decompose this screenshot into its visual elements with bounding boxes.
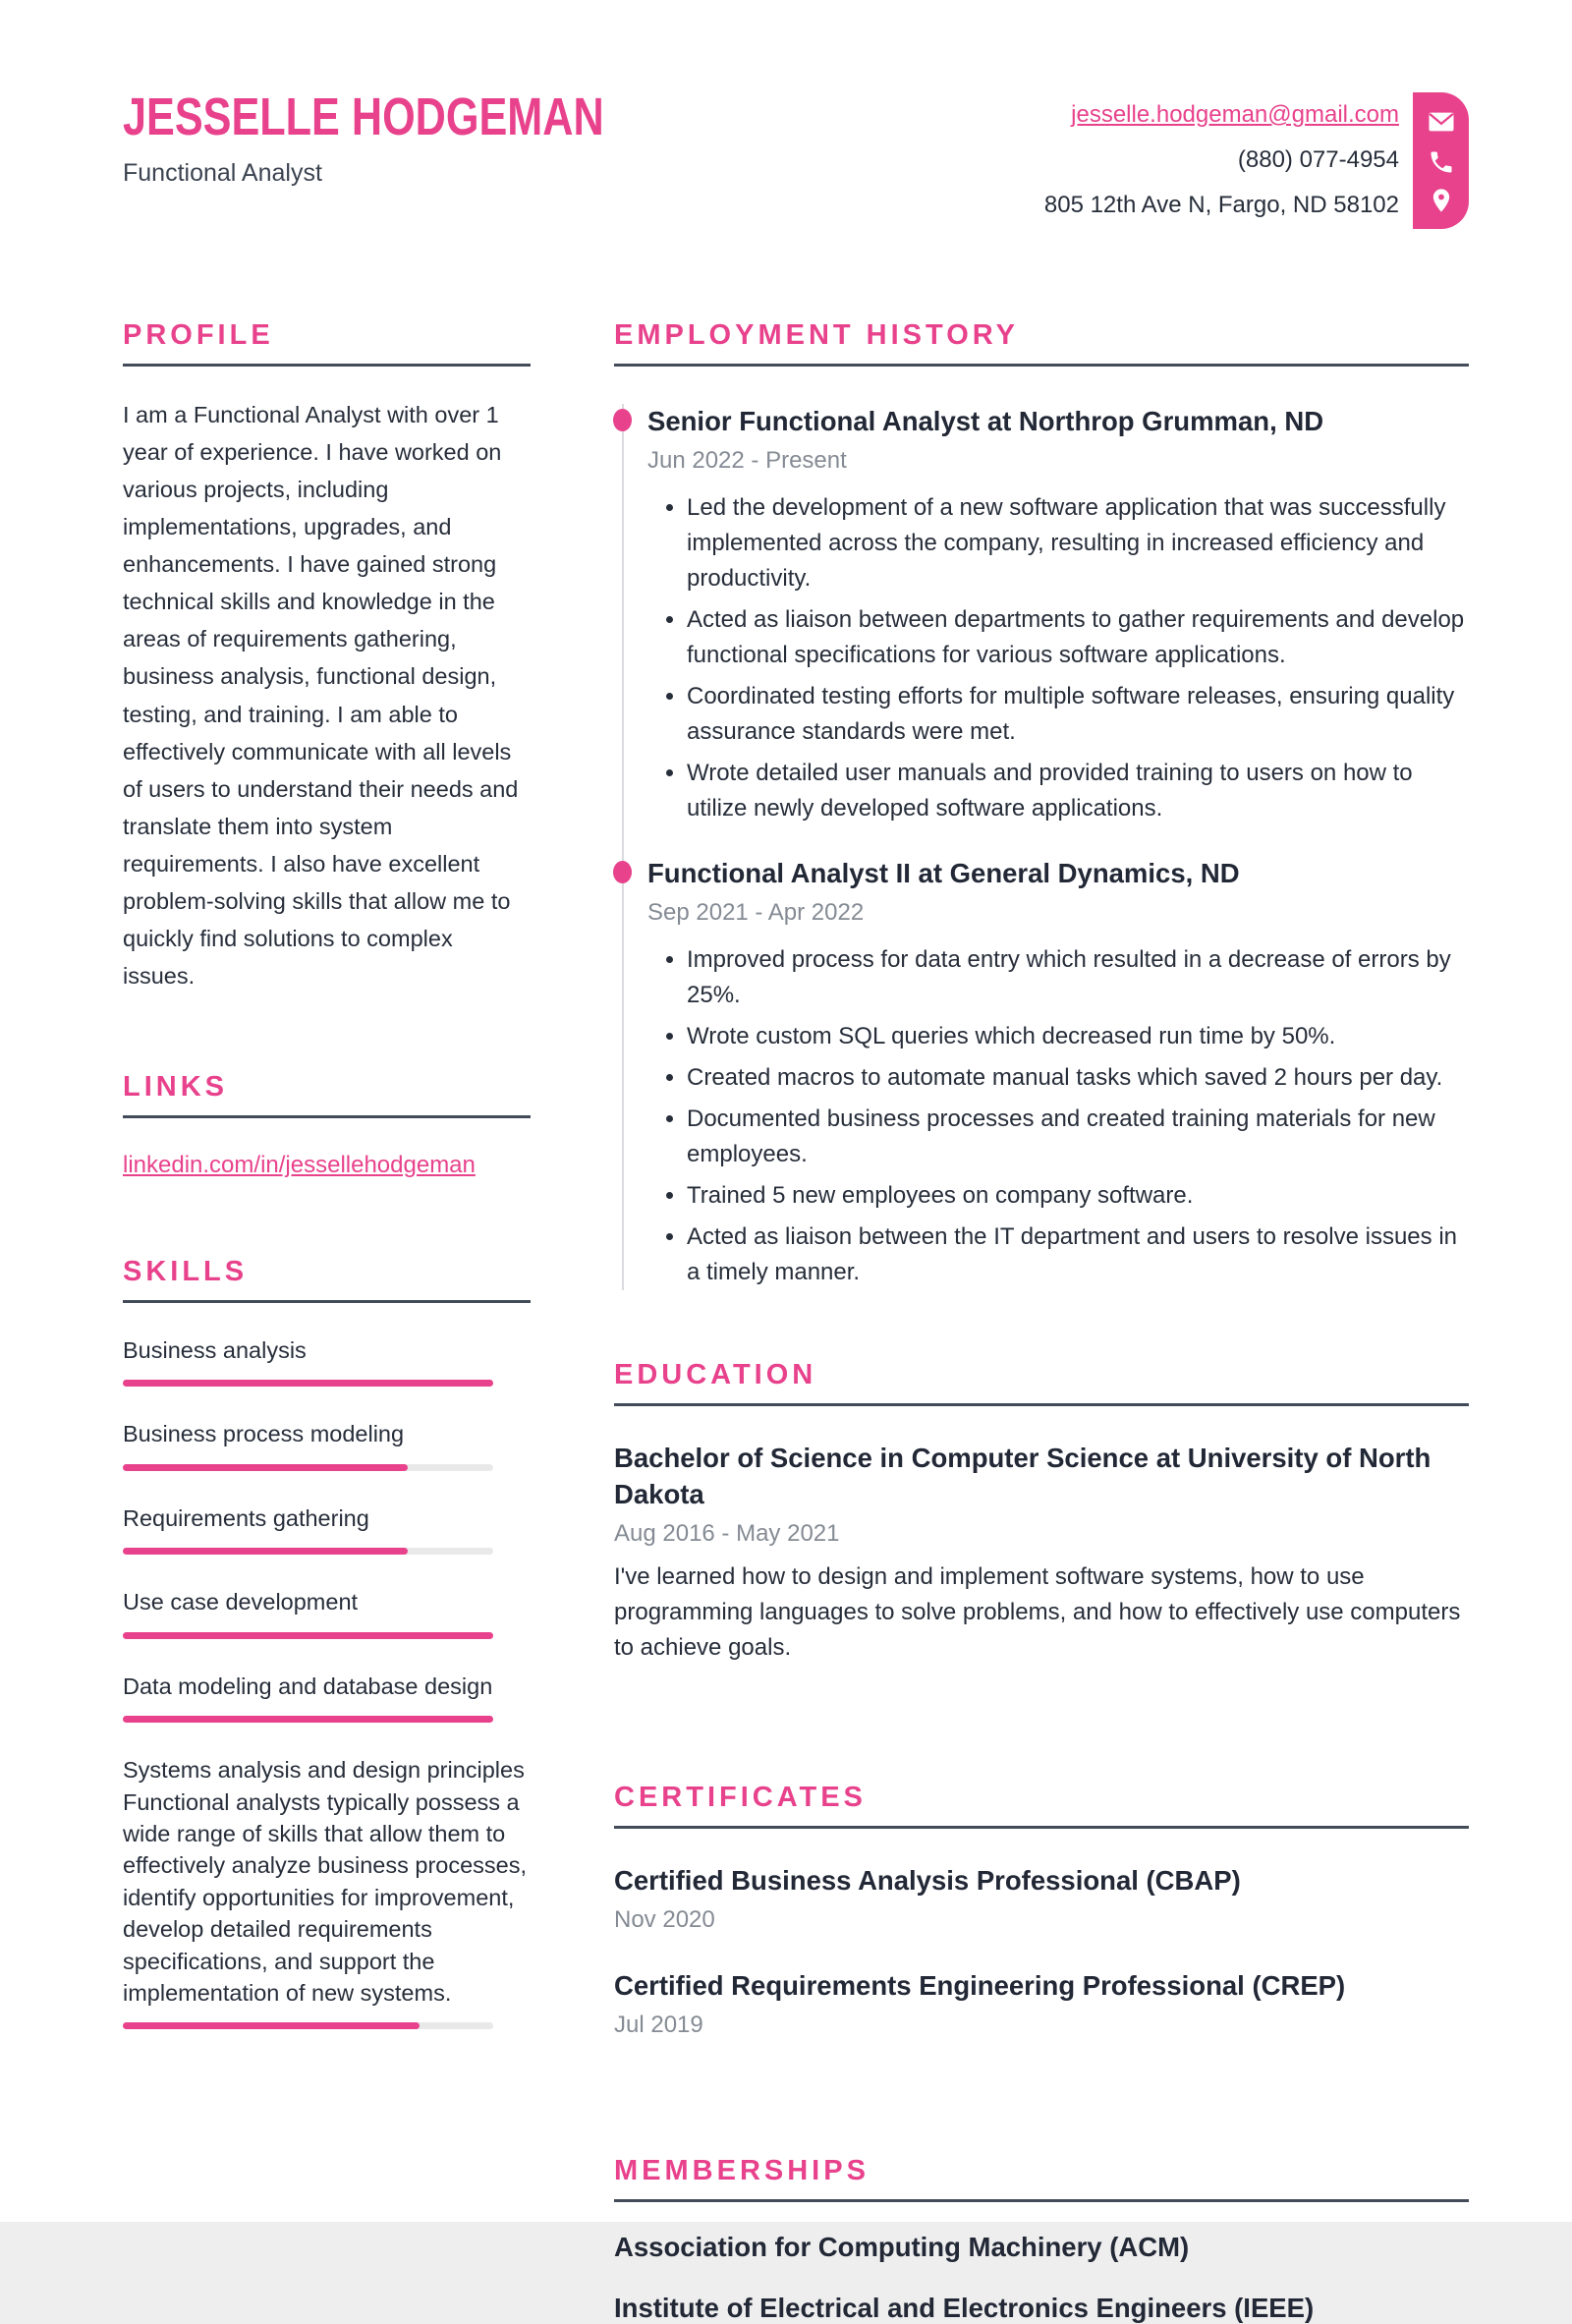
memberships-heading: MEMBERSHIPS <box>614 2155 870 2186</box>
memberships-section <box>614 2155 1469 2324</box>
contact-phone-row: (880) 077-4954 <box>1237 146 1399 173</box>
header <box>123 86 1469 229</box>
right-column <box>614 319 1469 2324</box>
timeline-dot-icon <box>613 861 632 883</box>
skill-bar <box>123 2022 493 2029</box>
education-description: I've learned how to design and implement software systems, how to use programming languages to solve problems, and how to effectively use computers to achieve goals. <box>614 1562 1461 1661</box>
section-rule <box>123 364 531 367</box>
content-columns <box>123 319 1469 2324</box>
certificate-title: Certified Business Analysis Professional (CBAP) <box>614 1864 1241 1896</box>
location-pin-icon <box>1428 187 1455 214</box>
skill-item <box>123 1586 531 1638</box>
employment-timeline <box>622 404 1469 1290</box>
education-title: Bachelor of Science in Computer Science at University of North Dakota <box>614 1442 1432 1509</box>
education-heading: EDUCATION <box>614 1358 817 1390</box>
section-rule <box>614 1403 1469 1406</box>
contact-lines <box>1044 92 1399 228</box>
certificates-section <box>614 1782 1469 2039</box>
skill-label: Use case development <box>123 1589 359 1615</box>
skill-label: Data modeling and database design <box>123 1672 493 1699</box>
skill-bar-fill <box>123 1380 493 1387</box>
certificate-title: Certified Requirements Engineering Professional (CREP) <box>614 1969 1346 2001</box>
skill-item <box>123 1418 531 1470</box>
education-section <box>614 1359 1469 1666</box>
skill-label: Requirements gathering <box>123 1504 369 1531</box>
skill-bar-fill <box>123 1548 408 1555</box>
skill-label: Business analysis <box>123 1337 307 1363</box>
email-link[interactable]: jesselle.hodgeman@gmail.com <box>1071 101 1399 128</box>
certificate-date: Nov 2020 <box>614 1905 715 1933</box>
job-bullet-list <box>647 942 1469 1290</box>
section-rule <box>614 2199 1469 2202</box>
certificate-entry <box>614 1967 1469 2039</box>
education-dates: Aug 2016 - May 2021 <box>614 1519 840 1547</box>
linkedin-link[interactable]: linkedin.com/in/jessellehodgeman <box>123 1152 476 1178</box>
employment-section <box>614 319 1469 1290</box>
skill-item <box>123 1334 531 1387</box>
job-bullet: • Improved process for data entry which resulted in a decrease of errors by 25%. <box>687 942 1469 1013</box>
profile-section <box>123 319 531 994</box>
skill-label: Business process modeling <box>123 1421 405 1447</box>
certificate-date: Jul 2019 <box>614 2012 703 2038</box>
left-column <box>123 319 531 2324</box>
timeline-dot-icon <box>613 409 632 431</box>
envelope-icon <box>1427 107 1456 137</box>
skill-bar-fill <box>123 1632 493 1639</box>
skill-bar <box>123 1716 493 1723</box>
contact-block <box>1044 92 1469 229</box>
job-bullet: • Created macros to automate manual tasks which saved 2 hours per day. <box>687 1060 1469 1096</box>
identity-block <box>123 86 724 188</box>
job-bullet-list <box>647 490 1469 826</box>
skill-item <box>123 1754 531 2029</box>
skill-bar <box>123 1380 493 1387</box>
skill-bar <box>123 1548 493 1555</box>
profile-text: I am a Functional Analyst with over 1 year of experience. I have worked on various projects, including implementations, upgrades, and enhancements. I have gained strong technical skills and knowledge in the areas of requirements gathering, business analysis, functional design, testing, and training. I am able to effectively communicate with all levels of users to understand their needs and translate them into system requirements. I also have excellent problem-solving skills that allow me to quickly find solutions to complex issues. <box>123 402 519 989</box>
job-dates: Jun 2022 - Present <box>647 446 847 474</box>
certificate-entry <box>614 1862 1469 1934</box>
job-title: Functional Analyst II at General Dynamics, ND <box>647 857 1240 888</box>
certificates-heading: CERTIFICATES <box>614 1781 867 1813</box>
job-entry <box>647 404 1469 826</box>
skill-bar <box>123 1464 493 1471</box>
skill-item <box>123 1502 531 1555</box>
job-bullet: • Acted as liaison between departments to gather requirements and develop functional specifications for various software applications. <box>687 602 1469 673</box>
job-bullet: • Acted as liaison between the IT department and users to resolve issues in a timely manner. <box>687 1219 1469 1290</box>
contact-address-row: 805 12th Ave N, Fargo, ND 58102 <box>1043 192 1399 218</box>
job-title-subtitle: Functional Analyst <box>123 159 322 187</box>
links-heading: LINKS <box>123 1071 228 1103</box>
job-bullet: • Trained 5 new employees on company software. <box>687 1178 1469 1214</box>
contact-email-row <box>1044 92 1399 138</box>
job-bullet: • Wrote detailed user manuals and provided training to users on how to utilize newly developed software applications. <box>687 756 1469 826</box>
skill-bar-fill <box>123 1464 408 1471</box>
section-rule <box>614 364 1469 367</box>
job-title: Senior Functional Analyst at Northrop Grumman, ND <box>647 406 1324 436</box>
skill-item <box>123 1671 531 1723</box>
job-bullet: • Documented business processes and created training materials for new employees. <box>687 1102 1469 1172</box>
job-dates: Sep 2021 - Apr 2022 <box>647 898 865 926</box>
section-rule <box>123 1300 531 1303</box>
job-entry <box>647 856 1469 1290</box>
job-bullet: • Led the development of a new software application that was successfully implemented across the company, resulting in increased efficiency and productivity. <box>687 490 1469 596</box>
skills-section <box>123 1256 531 2029</box>
links-section <box>123 1071 531 1179</box>
skill-label: Systems analysis and design principles Functional analysts typically possess a wide range of skills that allow them to effectively analyze business processes, identify opportunities for improvement, develop detailed requirements specifications, and support the implementation of new systems. <box>123 1757 528 2007</box>
membership-entry: Association for Computing Machinery (ACM) <box>614 2232 1190 2262</box>
section-rule <box>123 1115 531 1118</box>
profile-heading: PROFILE <box>123 319 274 351</box>
skill-bar-fill <box>123 1716 493 1723</box>
job-bullet: • Wrote custom SQL queries which decreased run time by 50%. <box>687 1019 1469 1054</box>
page-title: JESSELLE HODGEMAN <box>123 87 604 146</box>
skill-bar-fill <box>123 2022 420 2029</box>
phone-icon <box>1428 148 1455 176</box>
job-bullet: • Coordinated testing efforts for multiple software releases, ensuring quality assurance standards were met. <box>687 679 1469 750</box>
membership-entry: Institute of Electrical and Electronics Engineers (IEEE) <box>614 2293 1315 2323</box>
employment-heading: EMPLOYMENT HISTORY <box>614 319 1019 351</box>
section-rule <box>614 1826 1469 1829</box>
skills-heading: SKILLS <box>123 1256 249 1287</box>
contact-icon-strip <box>1413 92 1469 229</box>
skill-bar <box>123 1632 493 1639</box>
